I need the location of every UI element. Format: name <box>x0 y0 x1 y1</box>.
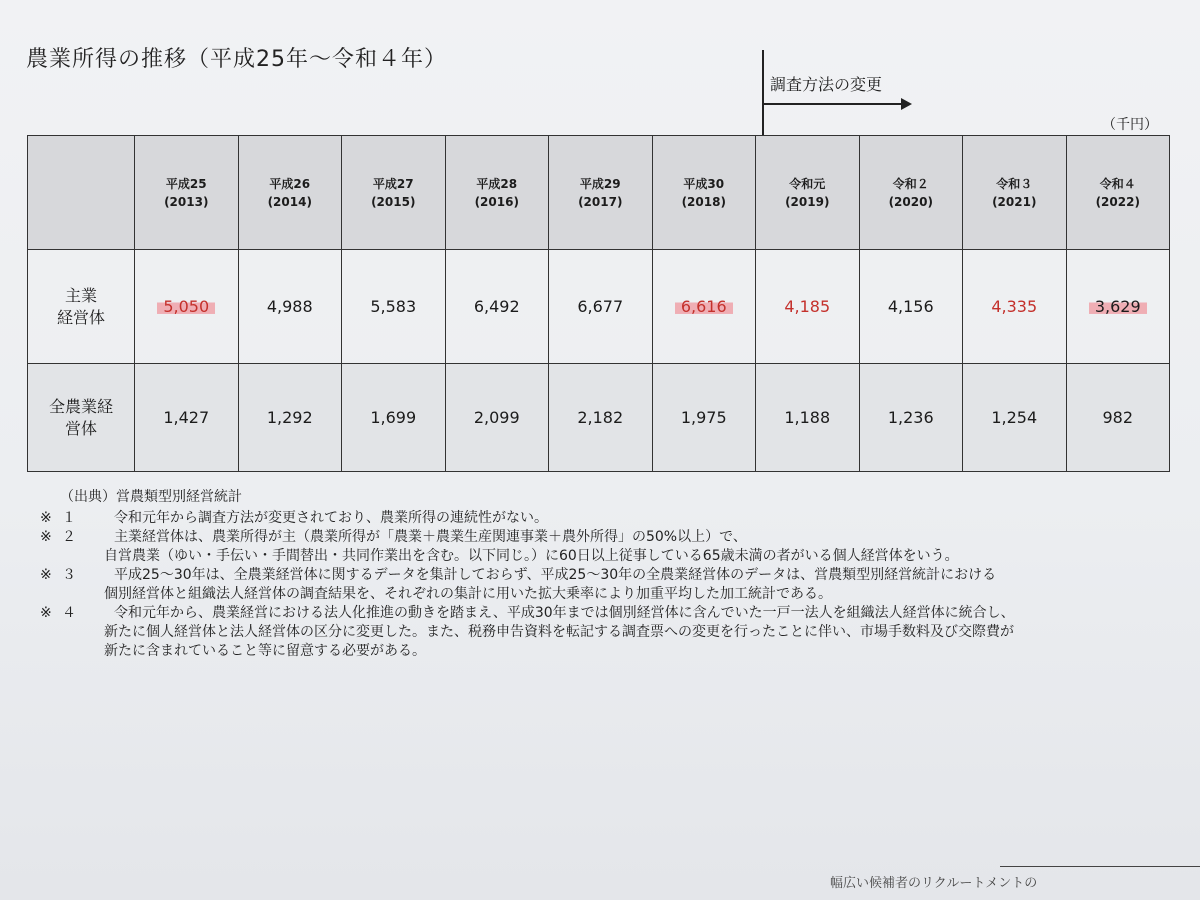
table-cell: 1,292 <box>238 364 342 472</box>
table-row-all-farms <box>28 364 1170 472</box>
red-value: 4,335 <box>991 297 1038 316</box>
table-cell <box>756 250 860 364</box>
table-cell: 2,099 <box>445 364 549 472</box>
note-number: ３ <box>62 567 76 583</box>
right-arrow-icon <box>764 103 902 105</box>
row-label: 全農業経 営体 <box>28 364 135 472</box>
year-header: 平成30 (2018) <box>652 136 756 250</box>
note-number: ４ <box>62 605 76 621</box>
table-cell: 6,677 <box>549 250 653 364</box>
note-mark: ※ <box>40 510 52 526</box>
table-cell: 1,254 <box>963 364 1067 472</box>
table-cell <box>1066 250 1170 364</box>
footnote-3 <box>40 566 1160 604</box>
table-cell: 1,427 <box>135 364 239 472</box>
footnote-2 <box>40 528 1160 566</box>
table-cell: 5,583 <box>342 250 446 364</box>
table-cell: 4,988 <box>238 250 342 364</box>
table-cell: 1,975 <box>652 364 756 472</box>
highlighted-value: 5,050 <box>157 297 215 316</box>
row-label: 主業 経営体 <box>28 250 135 364</box>
table-cell: 6,492 <box>445 250 549 364</box>
note-text: 主業経営体は、農業所得が主（農業所得が「農業＋農業生産関連事業＋農外所得」の50%以上）で、 <box>114 529 747 545</box>
table-cell <box>963 250 1067 364</box>
year-header: 令和２ (2020) <box>859 136 963 250</box>
note-mark: ※ <box>40 567 52 583</box>
note-mark: ※ <box>40 529 52 545</box>
year-header: 平成25 (2013) <box>135 136 239 250</box>
note-text: 平成25～30年は、全農業経営体に関するデータを集計しておらず、平成25～30年の全農業経営体のデータは、営農類型別経営統計における <box>114 567 997 583</box>
red-value: 4,185 <box>784 297 831 316</box>
note-text: 令和元年から調査方法が変更されており、農業所得の連続性がない。 <box>114 510 548 526</box>
table-cell <box>135 250 239 364</box>
year-header: 平成26 (2014) <box>238 136 342 250</box>
year-header: 平成29 (2017) <box>549 136 653 250</box>
highlighted-value: 6,616 <box>675 297 733 316</box>
highlighted-value: 3,629 <box>1089 297 1147 316</box>
method-change-marker <box>762 50 922 142</box>
note-number: ２ <box>62 529 76 545</box>
source-note: （出典）営農類型別経営統計 <box>60 489 242 505</box>
table-cell: 1,236 <box>859 364 963 472</box>
year-header: 平成28 (2016) <box>445 136 549 250</box>
note-number: １ <box>62 510 76 526</box>
note-text: 新たに含まれていること等に留意する必要がある。 <box>104 643 426 659</box>
note-text: 個別経営体と組織法人経営体の調査結果を、それぞれの集計に用いた拡大乗率により加重平均した加工統計である。 <box>104 586 832 602</box>
table-cell: 1,188 <box>756 364 860 472</box>
note-mark: ※ <box>40 605 52 621</box>
footnote-4 <box>40 604 1160 661</box>
year-header: 令和３ (2021) <box>963 136 1067 250</box>
year-header: 令和元 (2019) <box>756 136 860 250</box>
corner-cell <box>28 136 135 250</box>
method-change-label: 調査方法の変更 <box>770 75 883 94</box>
table-cell: 4,156 <box>859 250 963 364</box>
note-text: 新たに個人経営体と法人経営体の区分に変更した。また、税務申告資料を転記する調査票への変更を行ったことに伴い、市場手数料及び交際費が <box>104 624 1014 640</box>
table-cell <box>652 250 756 364</box>
year-header: 平成27 (2015) <box>342 136 446 250</box>
underlying-page-rule <box>1000 866 1200 867</box>
note-text: 令和元年から、農業経営における法人化推進の動きを踏まえ、平成30年までは個別経営体に含んでいた一戸一法人を組織法人経営体に統合し、 <box>114 605 1015 621</box>
underlying-page-fragment: 幅広い候補者のリクルートメントの <box>830 876 1038 891</box>
footnote-1 <box>40 509 1160 528</box>
year-header: 令和４ (2022) <box>1066 136 1170 250</box>
income-table <box>27 135 1170 472</box>
table-cell: 982 <box>1066 364 1170 472</box>
note-text: 自営農業（ゆい・手伝い・手間替出・共同作業出を含む。以下同じ。）に60日以上従事している65歳未満の者がいる個人経営体をいう。 <box>104 548 959 564</box>
table-cell: 2,182 <box>549 364 653 472</box>
footnotes <box>40 488 1160 661</box>
table-row-main-farms <box>28 250 1170 364</box>
table-cell: 1,699 <box>342 364 446 472</box>
unit-label: （千円） <box>1102 117 1158 133</box>
method-change-divider <box>762 50 764 142</box>
table-header-row <box>28 136 1170 250</box>
page-title: 農業所得の推移（平成25年～令和４年） <box>26 47 447 72</box>
